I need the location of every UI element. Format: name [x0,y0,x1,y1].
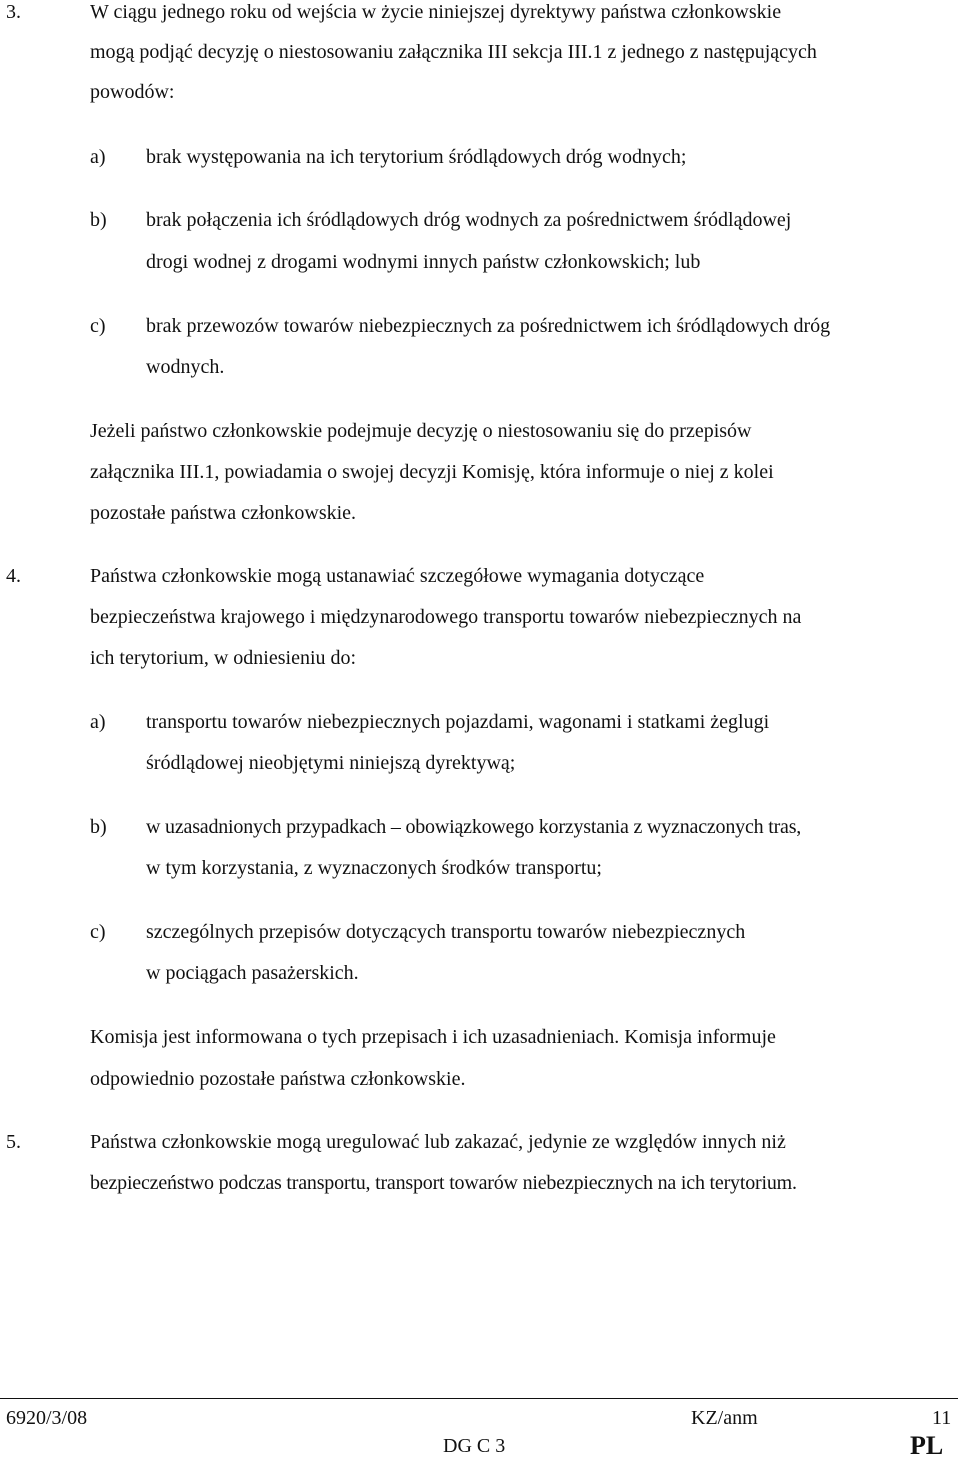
item-label: c) [90,921,106,943]
footer-dg: DG C 3 [443,1435,506,1457]
item-text: drogi wodnej z drogami wodnymi innych państw członkowskich; lub [146,251,701,273]
section-5-number: 5. [6,1131,21,1153]
item-text: brak przewozów towarów niebezpiecznych za pośrednictwem ich śródlądowych dróg [146,315,831,337]
section-3-line-2: mogą podjąć decyzję o niestosowaniu załącznika III sekcja III.1 z jednego z następujących [90,41,817,63]
item-label: a) [90,711,106,733]
item-text: szczególnych przepisów dotyczących transportu towarów niebezpiecznych [146,921,746,943]
section-3-closing-3: pozostałe państwa członkowskie. [90,502,357,524]
section-3-closing-1: Jeżeli państwo członkowskie podejmuje decyzję o niestosowaniu się do przepisów [90,420,752,442]
item-label: b) [90,209,107,231]
item-text: w tym korzystania, z wyznaczonych środków transportu; [146,857,602,879]
footer-divider [0,1398,958,1399]
item-text: brak występowania na ich terytorium śródlądowych dróg wodnych; [146,146,687,168]
item-text: w uzasadnionych przypadkach – obowiązkowego korzystania z wyznaczonych tras, [146,816,802,838]
section-3-line-1: W ciągu jednego roku od wejścia w życie niniejszej dyrektywy państwa członkowskie [90,1,782,23]
section-5-line-1: Państwa członkowskie mogą uregulować lub zakazać, jedynie ze względów innych niż [90,1131,786,1153]
item-label: c) [90,315,106,337]
section-4-closing-1: Komisja jest informowana o tych przepisach i ich uzasadnieniach. Komisja informuje [90,1026,776,1048]
section-4-line-2: bezpieczeństwa krajowego i międzynarodowego transportu towarów niebezpiecznych na [90,606,802,628]
item-text: brak połączenia ich śródlądowych dróg wodnych za pośrednictwem śródlądowej [146,209,792,231]
item-label: a) [90,146,106,168]
item-text: transportu towarów niebezpiecznych pojazdami, wagonami i statkami żeglugi [146,711,770,733]
footer-page-number: 11 [932,1407,952,1429]
item-text: śródlądowej nieobjętymi niniejszą dyrektywą; [146,752,516,774]
section-4-line-1: Państwa członkowskie mogą ustanawiać szczegółowe wymagania dotyczące [90,565,705,587]
footer-doc-ref: 6920/3/08 [6,1407,88,1429]
section-3-closing-2: załącznika III.1, powiadamia o swojej decyzji Komisję, która informuje o niej z kolei [90,461,774,483]
footer-initials: KZ/anm [691,1407,758,1429]
item-text: wodnych. [146,356,225,378]
section-4-closing-2: odpowiednio pozostałe państwa członkowskie. [90,1068,466,1090]
section-3-number: 3. [6,1,21,23]
section-4-line-3: ich terytorium, w odniesieniu do: [90,647,357,669]
footer-language-code: PL [910,1431,944,1460]
section-4-number: 4. [6,565,21,587]
section-5-line-2: bezpieczeństwo podczas transportu, transport towarów niebezpiecznych na ich terytorium. [90,1172,797,1194]
item-text: w pociągach pasażerskich. [146,962,359,984]
section-3-line-3: powodów: [90,81,175,103]
item-label: b) [90,816,107,838]
